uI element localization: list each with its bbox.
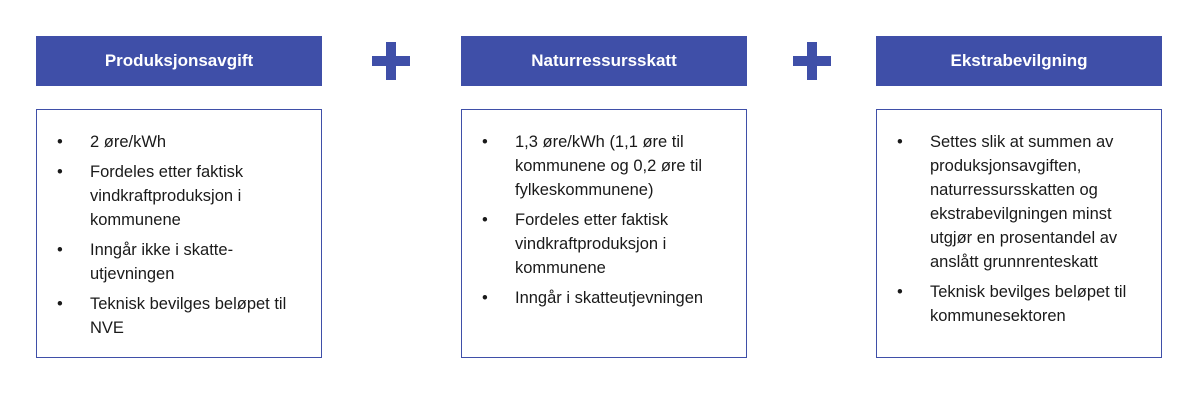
list-item: • Inngår i skatteutjevningen xyxy=(482,286,730,310)
list-item: • Settes slik at summen av produksjonsavgiften, naturressursskatten og ekstrabevilgningen minst utgjør en prosentandel av anslått grunnrenteskatt xyxy=(897,130,1145,274)
list-item: • Fordeles etter faktisk vindkraftproduksjon i kommunene xyxy=(57,160,305,232)
list-item: • Teknisk bevilges beløpet til kommunesektoren xyxy=(897,280,1145,328)
bullet-list xyxy=(877,110,1161,328)
bullet-icon: • xyxy=(57,133,63,151)
box-produksjonsavgift xyxy=(36,109,322,358)
list-item: • Teknisk bevilges beløpet til NVE xyxy=(57,292,305,340)
bullet-icon: • xyxy=(57,241,63,259)
bullet-icon: • xyxy=(57,295,63,313)
box-ekstrabevilgning xyxy=(876,109,1162,358)
bullet-icon: • xyxy=(482,211,488,229)
plus-icon xyxy=(372,42,410,80)
bullet-icon: • xyxy=(482,289,488,307)
list-item: • 1,3 øre/kWh (1,1 øre til kommunene og 0,2 øre til fylkeskommunene) xyxy=(482,130,730,202)
list-item: • 2 øre/kWh xyxy=(57,130,305,154)
header-naturressursskatt: Naturressursskatt xyxy=(461,36,747,86)
plus-icon xyxy=(793,42,831,80)
bullet-icon: • xyxy=(482,133,488,151)
bullet-icon: • xyxy=(57,163,63,181)
list-item: • Inngår ikke i skatte-utjevningen xyxy=(57,238,305,286)
box-naturressursskatt xyxy=(461,109,747,358)
header-ekstrabevilgning: Ekstrabevilgning xyxy=(876,36,1162,86)
bullet-icon: • xyxy=(897,133,903,151)
bullet-list xyxy=(462,110,746,310)
bullet-list xyxy=(37,110,321,340)
list-item: • Fordeles etter faktisk vindkraftproduksjon i kommunene xyxy=(482,208,730,280)
header-produksjonsavgift: Produksjonsavgift xyxy=(36,36,322,86)
bullet-icon: • xyxy=(897,283,903,301)
